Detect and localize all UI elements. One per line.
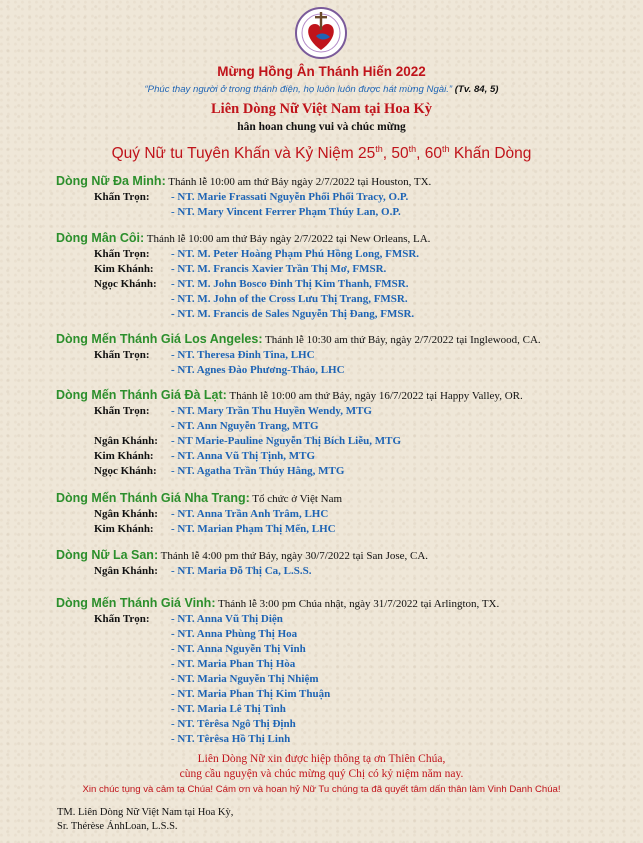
sister-name: - NT. Ann Nguyễn Trang, MTG [171, 420, 319, 432]
section-dong-man-coi [56, 231, 636, 322]
sister-name: - NT Marie-Pauline Nguyễn Thị Bích Liễu, MTG [171, 435, 401, 447]
scripture-quote [0, 84, 643, 95]
sister-name: - NT. Maria Phan Thị Hòa [171, 658, 296, 670]
headline-sup-1: th [375, 144, 383, 154]
list-item [56, 687, 636, 702]
section-name: Dòng Mến Thánh Giá Vinh: [56, 596, 216, 610]
list-item [56, 732, 636, 747]
list-item [56, 363, 636, 378]
list-item [56, 449, 636, 464]
vow-label: Ngân Khánh: [94, 435, 158, 447]
section-detail: Thánh lễ 10:00 am thứ Bảy ngày 2/7/2022 tại New Orleans, LA. [144, 233, 431, 245]
section-header [56, 548, 636, 564]
closing-line-2: cùng cầu nguyện và chúc mừng quý Chị có kỷ niệm năm nay. [179, 768, 464, 780]
list-item [56, 507, 636, 522]
section-header [56, 388, 636, 404]
list-item [56, 702, 636, 717]
sister-name: - NT. Anna Vũ Thị Tịnh, MTG [171, 450, 316, 462]
list-item [56, 307, 636, 322]
sister-name: - NT. Agatha Trần Thúy Hằng, MTG [171, 465, 345, 477]
vow-label: Kim Khánh: [94, 450, 154, 462]
list-item [56, 672, 636, 687]
section-name: Dòng Mến Thánh Giá Los Angeles: [56, 332, 263, 346]
list-item [56, 190, 636, 205]
list-item [56, 247, 636, 262]
vow-label: Ngân Khánh: [94, 565, 158, 577]
list-item [56, 277, 636, 292]
sister-name: - NT. M. Francis Xavier Trần Thị Mơ, FMSR. [171, 263, 387, 275]
vow-label: Kim Khánh: [94, 263, 154, 275]
sister-name: - NT. Têrêsa Hồ Thị Linh [171, 733, 291, 745]
vow-label: Khấn Trọn: [94, 405, 150, 417]
sister-name: - NT. Anna Nguyễn Thị Vinh [171, 643, 306, 655]
list-item [56, 292, 636, 307]
section-detail: Thánh lễ 4:00 pm thứ Bảy, ngày 30/7/2022 tại San Jose, CA. [158, 550, 429, 562]
list-item [56, 717, 636, 732]
section-men-thanh-gia-da-lat [56, 388, 636, 479]
sister-name: - NT. Maria Nguyễn Thị Nhiệm [171, 673, 319, 685]
section-name: Dòng Mến Thánh Giá Đà Lạt: [56, 388, 227, 402]
vow-label: Ngọc Khánh: [94, 278, 157, 290]
signature-line-2: Sr. Thérèse ÁnhLoan, L.S.S. [57, 821, 178, 832]
vow-label: Khấn Trọn: [94, 248, 150, 260]
organization-name: Liên Dòng Nữ Việt Nam tại Hoa Kỳ [211, 101, 432, 117]
list-item [56, 419, 636, 434]
section-header [56, 231, 636, 247]
list-item [56, 404, 636, 419]
quote-reference: (Tv. 84, 5) [454, 84, 499, 95]
sister-name: - NT. Marian Phạm Thị Mến, LHC [171, 523, 336, 535]
vow-label: Ngọc Khánh: [94, 465, 157, 477]
list-item [56, 464, 636, 479]
headline-sup-2: th [408, 144, 417, 154]
headline-text-3: , 60 [416, 145, 443, 163]
headline-text-1: Quý Nữ tu Tuyên Khấn và Kỷ Niệm 25 [111, 145, 376, 163]
list-item [56, 348, 636, 363]
sister-name: - NT. Marie Frassati Nguyễn Phối Phối Tracy, O.P. [171, 191, 409, 203]
list-item [56, 642, 636, 657]
sister-name: - NT. Anna Trần Anh Trâm, LHC [171, 508, 329, 520]
section-detail: Thánh lễ 10:30 am thứ Bảy, ngày 2/7/2022 tại Inglewood, CA. [262, 334, 541, 346]
sister-name: - NT. Têrêsa Ngô Thị Định [171, 718, 296, 730]
sister-name: - NT. M. John Bosco Đinh Thị Kim Thanh, FMSR. [171, 278, 409, 290]
headline-text-2: , 50 [382, 145, 409, 163]
sister-name: - NT. M. Francis de Sales Nguyễn Thị Đang, FMSR. [171, 308, 415, 320]
list-item [56, 262, 636, 277]
sister-name: - NT. M. John of the Cross Lưu Thị Trang, FMSR. [171, 293, 408, 305]
signature-line-1: TM. Liên Dòng Nữ Việt Nam tại Hoa Kỳ, [57, 807, 234, 818]
closing-line-1: Liên Dòng Nữ xin được hiệp thông tạ ơn Thiên Chúa, [197, 753, 446, 765]
sister-name: - NT. Maria Phan Thị Kim Thuận [171, 688, 331, 700]
sister-name: - NT. Maria Lê Thị Tình [171, 703, 286, 715]
vow-label: Khấn Trọn: [94, 613, 150, 625]
section-detail: Tổ chức ở Việt Nam [249, 493, 343, 505]
sister-name: - NT. M. Peter Hoàng Phạm Phú Hồng Long, FMSR. [171, 248, 420, 260]
list-item [56, 612, 636, 627]
list-item [56, 657, 636, 672]
list-item [56, 627, 636, 642]
section-detail: Thánh lễ 10:00 am thứ Bảy ngày 2/7/2022 tại Houston, TX. [165, 176, 432, 188]
section-header [56, 174, 636, 190]
vow-label: Ngân Khánh: [94, 508, 158, 520]
section-men-thanh-gia-los-angeles [56, 332, 636, 378]
list-item [56, 522, 636, 537]
headline-text-4: Khấn Dòng [449, 145, 532, 163]
closing-line-3: Xin chúc tụng và cảm tạ Chúa! Cám ơn và hoan hỷ Nữ Tu chúng ta đã quyết tâm dấn thân làm Vinh Danh Chúa! [82, 784, 561, 795]
vow-label: Kim Khánh: [94, 523, 154, 535]
section-header [56, 332, 636, 348]
sister-name: - NT. Mary Trần Thu Huyền Wendy, MTG [171, 405, 372, 417]
sister-name: - NT. Theresa Đinh Tina, LHC [171, 349, 315, 361]
sister-name: - NT. Anna Vũ Thị Diện [171, 613, 283, 625]
page-title: Mừng Hồng Ân Thánh Hiến 2022 [217, 64, 426, 79]
vow-label: Khấn Trọn: [94, 349, 150, 361]
sister-name: - NT. Anna Phùng Thị Hoa [171, 628, 298, 640]
list-item [56, 564, 636, 579]
section-name: Dòng Nữ Đa Minh: [56, 174, 166, 188]
section-dong-nu-la-san [56, 548, 636, 579]
sister-name: - NT. Maria Đỗ Thị Ca, L.S.S. [171, 565, 312, 577]
vow-label: Khấn Trọn: [94, 191, 150, 203]
section-name: Dòng Nữ La San: [56, 548, 159, 562]
list-item [56, 205, 636, 220]
section-detail: Thánh lễ 3:00 pm Chúa nhật, ngày 31/7/2022 tại Arlington, TX. [215, 598, 500, 610]
quote-text: “Phúc thay người ở trong thánh điện, họ luôn luôn được hát mừng Ngài.” [144, 84, 453, 95]
heart-cross-logo-icon [294, 6, 348, 60]
section-header [56, 596, 636, 612]
sister-name: - NT. Mary Vincent Ferrer Phạm Thúy Lan, O.P. [171, 206, 401, 218]
list-item [56, 434, 636, 449]
section-dong-nu-da-minh [56, 174, 636, 220]
headline-sup-3: th [442, 144, 450, 154]
section-name: Dòng Mến Thánh Giá Nha Trang: [56, 491, 250, 505]
section-men-thanh-gia-vinh [56, 596, 636, 747]
section-header [56, 491, 636, 507]
congratulation-line: hân hoan chung vui và chúc mừng [237, 121, 406, 133]
sister-name: - NT. Agnes Đào Phương-Thảo, LHC [171, 364, 345, 376]
section-name: Dòng Mân Côi: [56, 231, 145, 245]
section-men-thanh-gia-nha-trang [56, 491, 636, 537]
section-detail: Thánh lễ 10:00 am thứ Bảy, ngày 16/7/2022 tại Happy Valley, OR. [226, 390, 523, 402]
headline [0, 144, 643, 163]
